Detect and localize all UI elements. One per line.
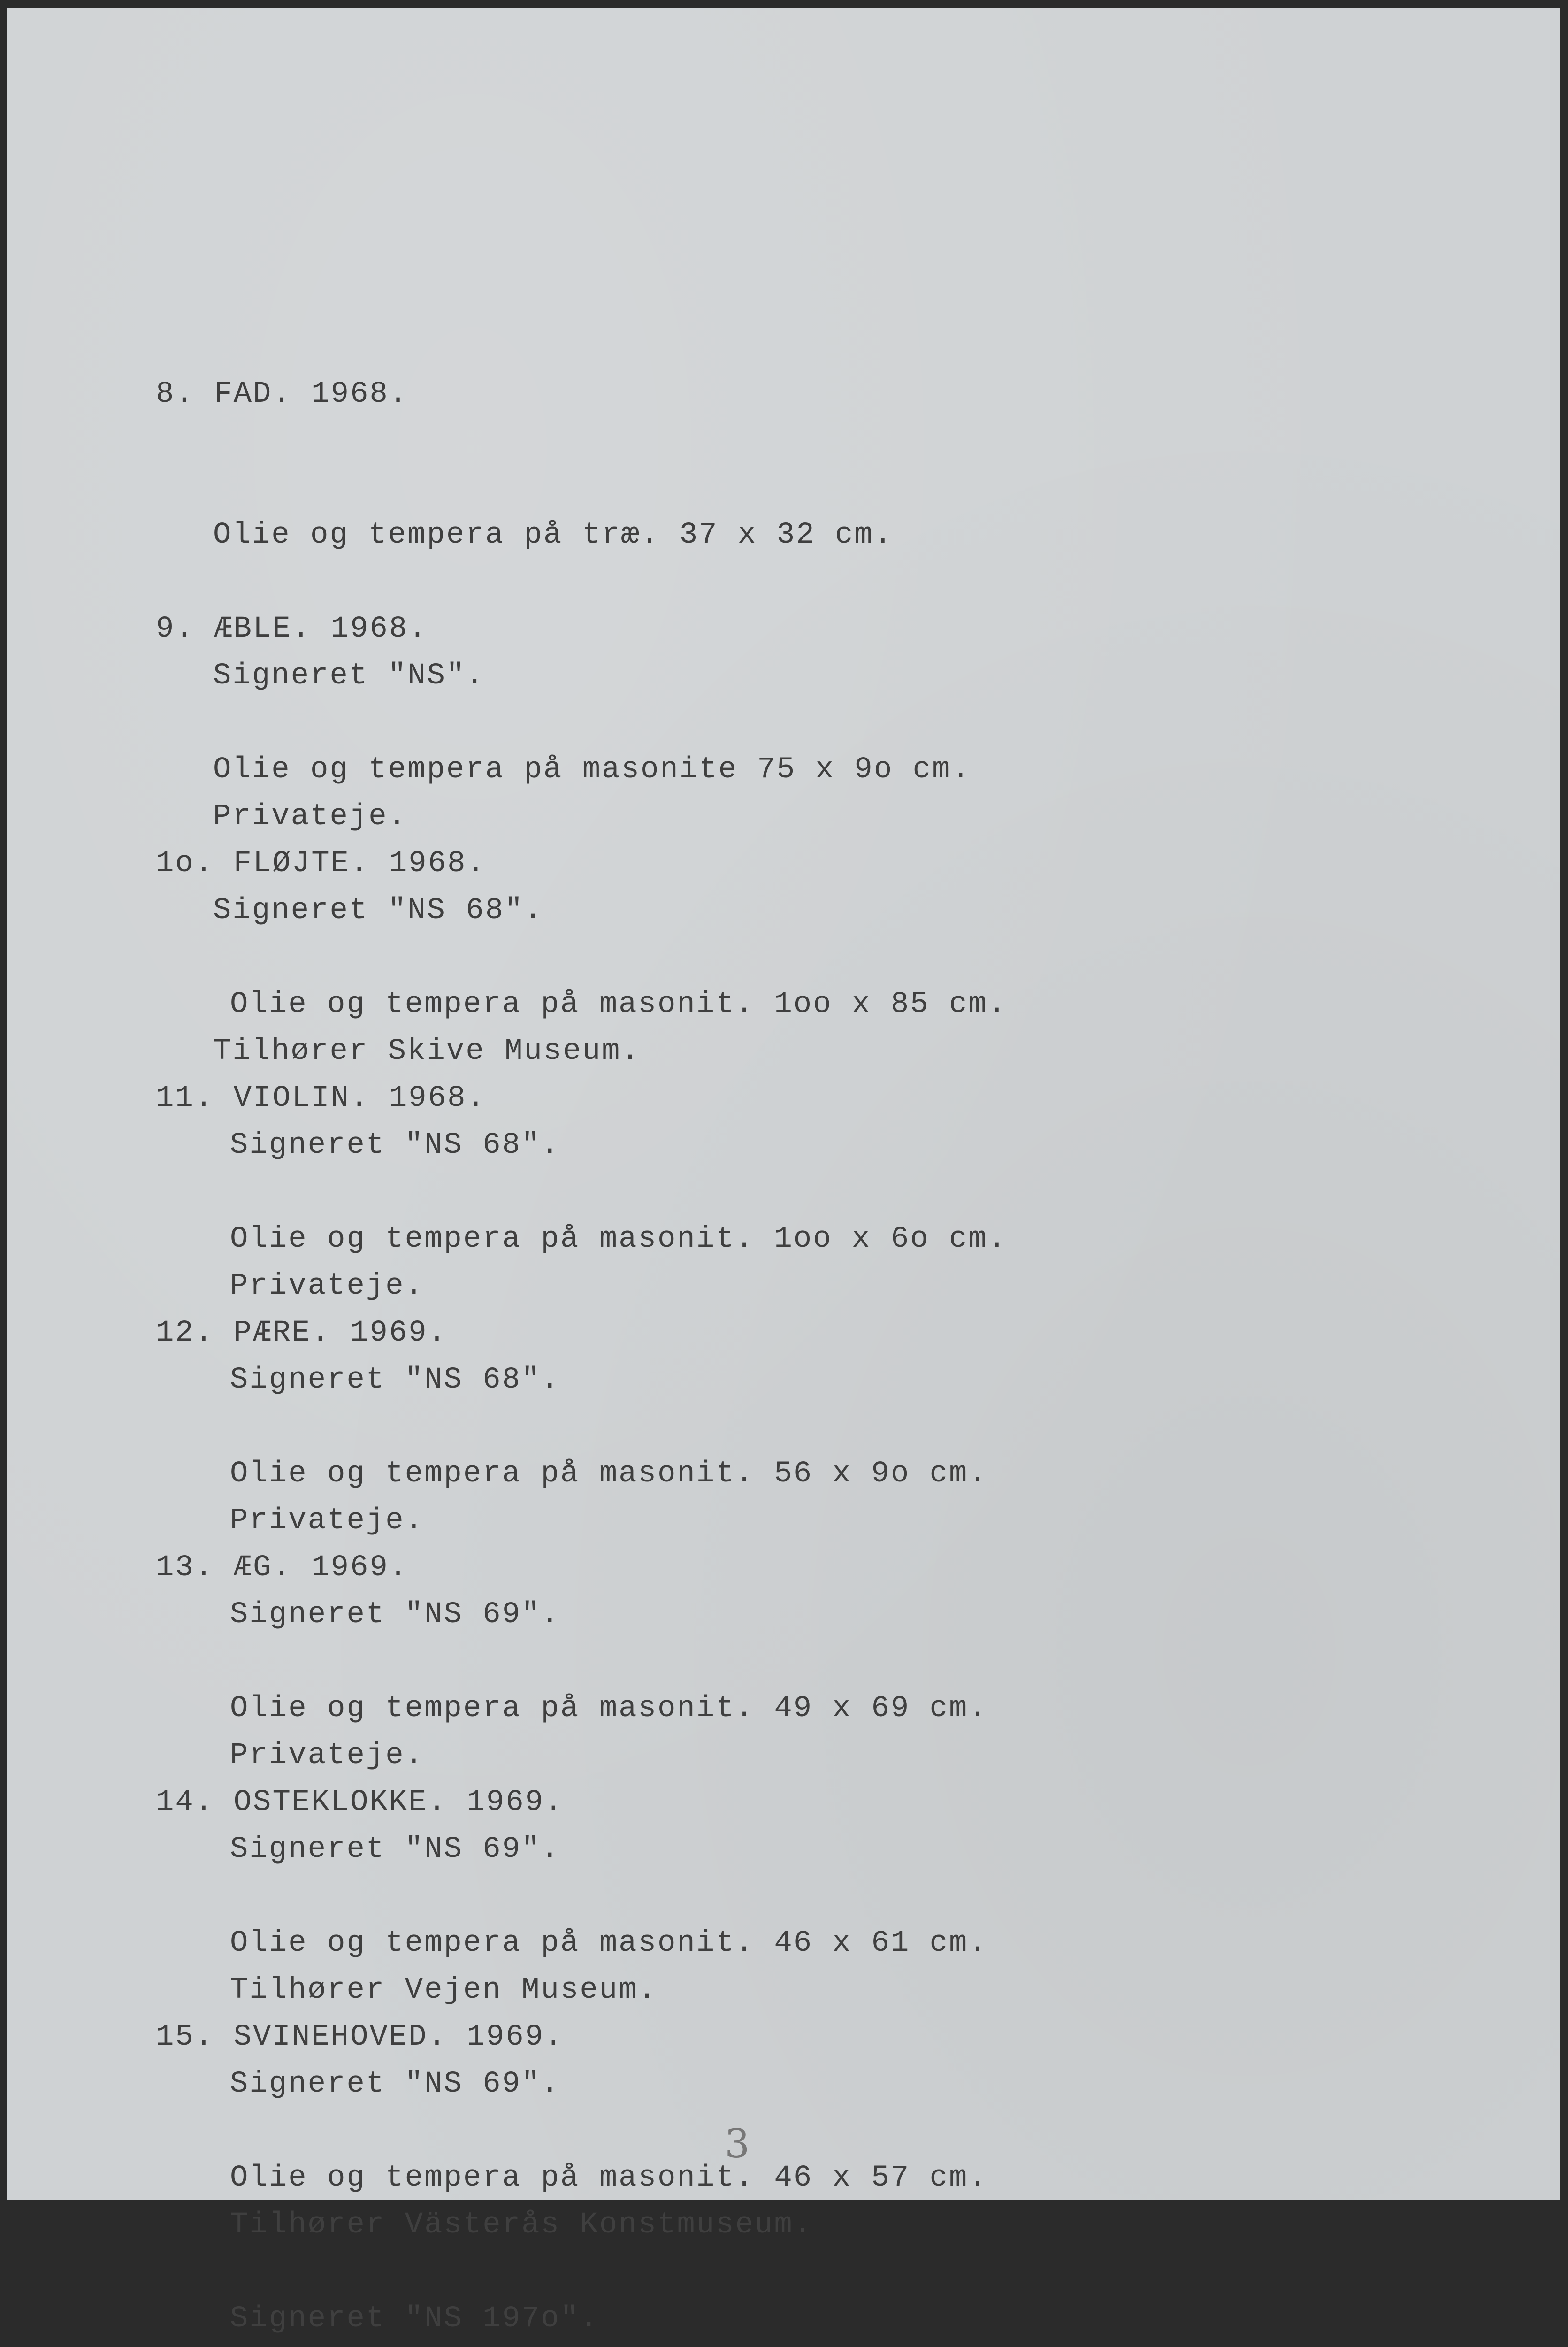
entry-signature: Signeret "NS 68". (213, 894, 543, 928)
entry-medium: Olie og tempera på masonit. 46 x 61 cm. (230, 1926, 988, 1960)
entry-medium: Olie og tempera på træ. 37 x 32 cm. (213, 518, 894, 552)
entry-signature: Signeret "NS 69". (230, 1833, 560, 1866)
entry-heading: 9. ÆBLE. 1968. (156, 612, 428, 646)
entry-signature: Signeret "NS 69". (230, 1598, 560, 1632)
entry-medium: Olie og tempera på masonit. 56 x 9o cm. (230, 1457, 988, 1491)
entry-heading: 12. PÆRE. 1969. (156, 1316, 448, 1350)
entry-heading: 11. VIOLIN. 1968. (156, 1081, 486, 1115)
entry-medium: Olie og tempera på masonit. 1oo x 85 cm. (230, 988, 1008, 1021)
entry-signature: Signeret "NS". (213, 659, 485, 693)
entry-owner: Privateje. (213, 800, 408, 834)
entry-signature: Signeret "NS 197o". (230, 2302, 599, 2336)
entry-heading: 13. ÆG. 1969. (156, 1551, 409, 1585)
entry-owner: Privateje. (230, 1739, 425, 1772)
entry-heading: 1o. FLØJTE. 1968. (156, 847, 486, 881)
entry-heading: 15. SVINEHOVED. 1969. (156, 2020, 564, 2054)
catalog-entry-15 (156, 1920, 988, 2347)
entry-signature: Signeret "NS 69". (230, 2067, 560, 2101)
entry-owner: Privateje. (230, 1504, 425, 1538)
entry-medium: Olie og tempera på masonite 75 x 9o cm. (213, 753, 971, 787)
page-number: 3 (725, 2121, 750, 2167)
entry-signature: Signeret "NS 68". (230, 1128, 560, 1162)
entry-heading: 8. FAD. 1968. (156, 377, 409, 411)
entry-signature: Signeret "NS 68". (230, 1363, 560, 1397)
entry-medium: Olie og tempera på masonit. 46 x 57 cm. (230, 2161, 988, 2195)
entry-owner: Tilhører Västerås Konstmuseum. (230, 2208, 813, 2242)
entry-medium: Olie og tempera på masonit. 1oo x 6o cm. (230, 1222, 1008, 1256)
entry-owner: Tilhører Skive Museum. (213, 1035, 641, 1068)
entry-medium: Olie og tempera på masonit. 49 x 69 cm. (230, 1692, 988, 1726)
entry-owner: Tilhører Vejen Museum. (230, 1973, 658, 2007)
entry-owner: Privateje. (230, 1269, 425, 1303)
entry-heading: 14. OSTEKLOKKE. 1969. (156, 1786, 564, 1819)
document-page (7, 8, 1560, 2336)
